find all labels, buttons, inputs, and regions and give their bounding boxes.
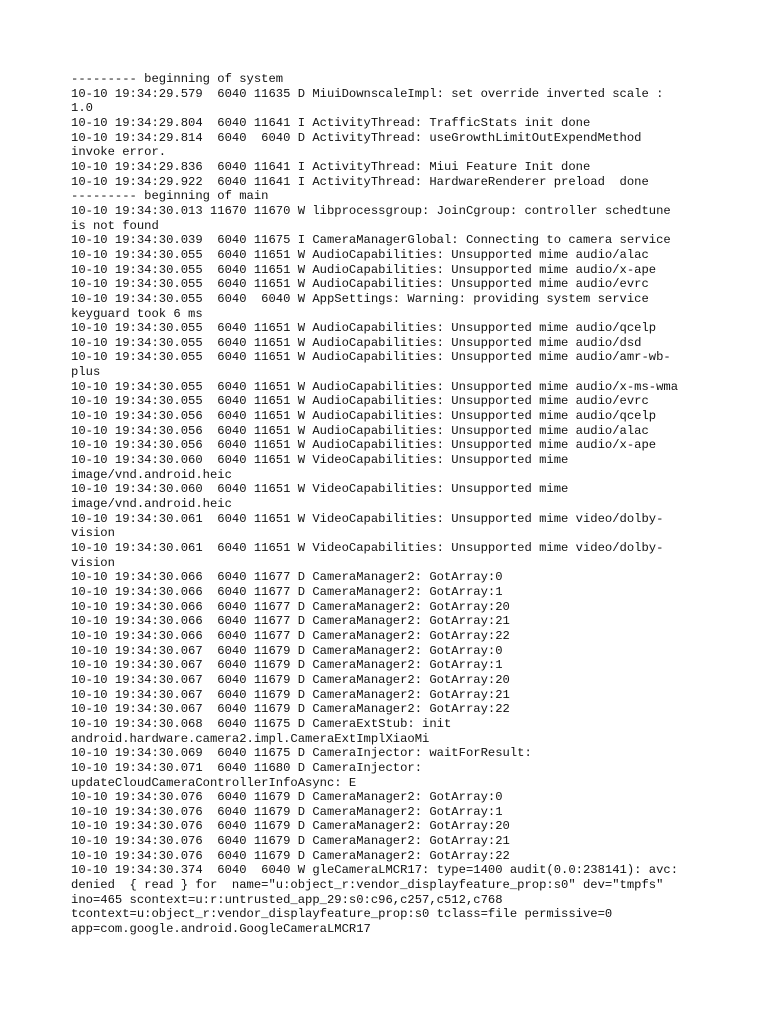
log-line: 10-10 19:34:30.068 6040 11675 D CameraExtStub: init bbox=[71, 716, 452, 731]
log-line: 10-10 19:34:30.076 6040 11679 D CameraManager2: GotArray:20 bbox=[71, 819, 510, 834]
log-line: 10-10 19:34:30.056 6040 11651 W AudioCapabilities: Unsupported mime audio/x-ape bbox=[71, 438, 657, 453]
log-line: 10-10 19:34:30.056 6040 11651 W AudioCapabilities: Unsupported mime audio/qcelp bbox=[71, 409, 657, 424]
log-line: tcontext=u:object_r:vendor_displayfeature_prop:s0 tclass=file permissive=0 bbox=[71, 907, 613, 922]
log-line: 10-10 19:34:30.060 6040 11651 W VideoCapabilities: Unsupported mime bbox=[71, 453, 569, 468]
log-line: 10-10 19:34:30.066 6040 11677 D CameraManager2: GotArray:20 bbox=[71, 599, 510, 614]
log-line: 10-10 19:34:30.013 11670 11670 W libprocessgroup: JoinCgroup: controller schedtune bbox=[71, 203, 671, 218]
log-line: plus bbox=[71, 365, 101, 380]
log-line: 10-10 19:34:30.061 6040 11651 W VideoCapabilities: Unsupported mime video/dolby- bbox=[71, 541, 664, 555]
log-line: 10-10 19:34:30.069 6040 11675 D CameraInjector: waitForResult: bbox=[71, 746, 532, 761]
log-line: 10-10 19:34:30.066 6040 11677 D CameraManager2: GotArray:0 bbox=[71, 570, 503, 585]
log-line: 10-10 19:34:30.055 6040 11651 W AudioCapabilities: Unsupported mime audio/evrc bbox=[71, 394, 649, 409]
log-line: 10-10 19:34:30.061 6040 11651 W VideoCapabilities: Unsupported mime video/dolby- bbox=[71, 511, 664, 526]
log-line: android.hardware.camera2.impl.CameraExtImplXiaoMi bbox=[71, 731, 430, 746]
log-line: 10-10 19:34:29.814 6040 6040 D ActivityThread: useGrowthLimitOutExpendMethod bbox=[71, 130, 642, 145]
log-line: --------- beginning of main bbox=[71, 189, 269, 204]
log-line: vision bbox=[71, 526, 115, 541]
log-line: 10-10 19:34:30.055 6040 6040 W AppSettings: Warning: providing system service bbox=[71, 291, 649, 306]
log-line: 10-10 19:34:30.066 6040 11677 D CameraManager2: GotArray:21 bbox=[71, 614, 510, 629]
log-line: 10-10 19:34:30.055 6040 11651 W AudioCapabilities: Unsupported mime audio/qcelp bbox=[71, 321, 657, 336]
log-line: 10-10 19:34:30.055 6040 11651 W AudioCapabilities: Unsupported mime audio/x-ape bbox=[71, 262, 657, 277]
log-line: 10-10 19:34:30.066 6040 11677 D CameraManager2: GotArray:22 bbox=[71, 628, 510, 643]
log-line: updateCloudCameraControllerInfoAsync: E bbox=[71, 775, 357, 790]
log-line: 10-10 19:34:30.039 6040 11675 I CameraManagerGlobal: Connecting to camera service bbox=[71, 233, 671, 248]
log-line: 10-10 19:34:30.060 6040 11651 W VideoCapabilities: Unsupported mime bbox=[71, 482, 569, 497]
log-line: 10-10 19:34:30.055 6040 11651 W AudioCapabilities: Unsupported mime audio/x-ms-wma bbox=[71, 379, 679, 394]
log-line: 10-10 19:34:30.076 6040 11679 D CameraManager2: GotArray:22 bbox=[71, 848, 510, 863]
log-line: is not found bbox=[71, 218, 159, 233]
log-line: 1.0 bbox=[71, 101, 93, 116]
log-line: 10-10 19:34:30.055 6040 11651 W AudioCapabilities: Unsupported mime audio/amr-wb- bbox=[71, 350, 671, 365]
log-line: 10-10 19:34:30.055 6040 11651 W AudioCapabilities: Unsupported mime audio/alac bbox=[71, 247, 649, 262]
log-line: 10-10 19:34:29.836 6040 11641 I ActivityThread: Miui Feature Init done bbox=[71, 159, 591, 174]
log-line: keyguard took 6 ms bbox=[71, 306, 203, 321]
log-line: invoke error. bbox=[71, 145, 167, 160]
log-line: 10-10 19:34:30.071 6040 11680 D CameraInjector: bbox=[71, 760, 423, 775]
log-line: 10-10 19:34:30.076 6040 11679 D CameraManager2: GotArray:0 bbox=[71, 790, 503, 805]
log-line: 10-10 19:34:30.066 6040 11677 D CameraManager2: GotArray:1 bbox=[71, 584, 503, 599]
log-line: 10-10 19:34:29.804 6040 11641 I ActivityThread: TrafficStats init done bbox=[71, 115, 591, 130]
log-line: 10-10 19:34:30.056 6040 11651 W AudioCapabilities: Unsupported mime audio/alac bbox=[71, 423, 649, 438]
log-line: --------- beginning of system bbox=[71, 72, 284, 86]
log-line: 10-10 19:34:30.374 6040 6040 W gleCameraLMCR17: type=1400 audit(0.0:238141): avc: bbox=[71, 863, 679, 878]
log-line: 10-10 19:34:30.067 6040 11679 D CameraManager2: GotArray:21 bbox=[71, 687, 510, 702]
log-line: 10-10 19:34:29.579 6040 11635 D MiuiDownscaleImpl: set override inverted scale : bbox=[71, 86, 664, 101]
log-line: image/vnd.android.heic bbox=[71, 467, 232, 482]
log-line: denied { read } for name="u:object_r:vendor_displayfeature_prop:s0" dev="tmpfs" bbox=[71, 878, 664, 893]
log-line: 10-10 19:34:30.055 6040 11651 W AudioCapabilities: Unsupported mime audio/evrc bbox=[71, 277, 649, 292]
log-line: 10-10 19:34:30.067 6040 11679 D CameraManager2: GotArray:0 bbox=[71, 643, 503, 658]
log-line: 10-10 19:34:30.067 6040 11679 D CameraManager2: GotArray:22 bbox=[71, 702, 510, 717]
log-line: 10-10 19:34:30.055 6040 11651 W AudioCapabilities: Unsupported mime audio/dsd bbox=[71, 335, 642, 350]
log-line: 10-10 19:34:29.922 6040 11641 I ActivityThread: HardwareRenderer preload done bbox=[71, 174, 649, 189]
log-line: ino=465 scontext=u:r:untrusted_app_29:s0:c96,c257,c512,c768 bbox=[71, 892, 503, 907]
log-text-block bbox=[71, 72, 751, 937]
log-line: app=com.google.android.GoogleCameraLMCR17 bbox=[71, 922, 371, 937]
log-line: vision bbox=[71, 555, 115, 570]
log-line: 10-10 19:34:30.076 6040 11679 D CameraManager2: GotArray:21 bbox=[71, 834, 510, 849]
log-line: 10-10 19:34:30.067 6040 11679 D CameraManager2: GotArray:20 bbox=[71, 672, 510, 687]
log-line: 10-10 19:34:30.067 6040 11679 D CameraManager2: GotArray:1 bbox=[71, 658, 503, 673]
log-line: image/vnd.android.heic bbox=[71, 497, 232, 512]
log-line: 10-10 19:34:30.076 6040 11679 D CameraManager2: GotArray:1 bbox=[71, 804, 503, 819]
